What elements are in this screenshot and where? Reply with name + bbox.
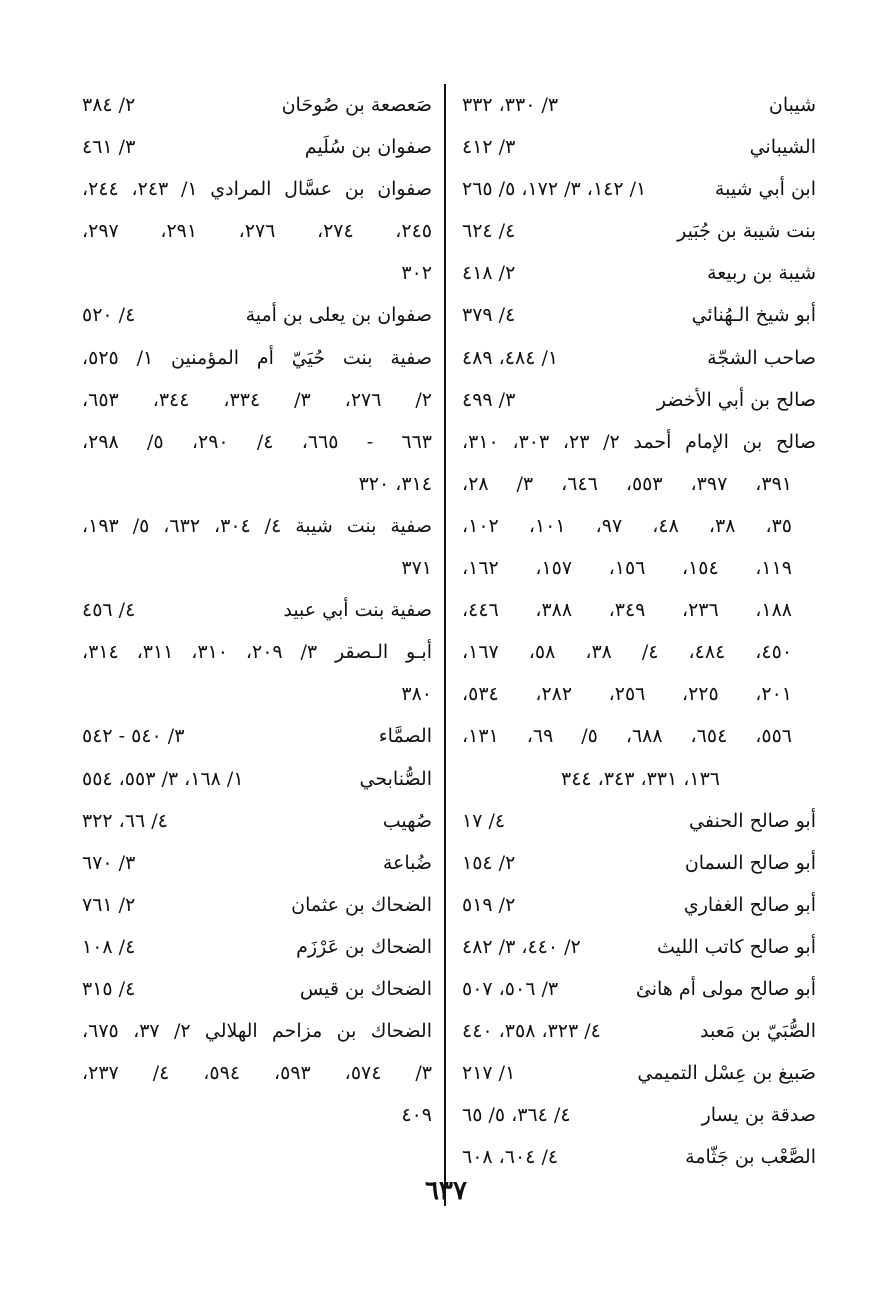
index-entry — [462, 1094, 816, 1136]
entry-name: الشيباني — [749, 136, 816, 159]
index-continuation-line: ٥٥٦، ٦٥٤، ٦٨٨، ٥/ ٦٩، ١٣١، — [462, 725, 793, 748]
entry-references: ٣/ ٤١٢ — [462, 136, 516, 159]
entry-references: ٤/ ٦٢٤ — [462, 220, 516, 243]
entry-name: صَعصعة بن صُوحَان — [281, 94, 432, 116]
entry-references: ٤/ ١٠٨ — [82, 935, 136, 958]
index-continuation-line: ٢٤٥، ٢٧٤، ٢٧٦، ٢٩١، ٢٩٧، — [82, 220, 432, 243]
entry-name: صالح بن أبي الأخضر — [656, 388, 816, 411]
entry-references: ١/ ٢١٧ — [462, 1062, 516, 1085]
index-entry — [462, 294, 816, 336]
index-entry — [462, 1052, 816, 1094]
entry-references: ٤/ ٣٧٩ — [462, 304, 516, 327]
entry-references: ٤/ ٣١٥ — [82, 977, 136, 1000]
index-entry — [82, 800, 432, 842]
index-continuation-line: ١٣٦، ٣٣١، ٣٤٣، ٣٤٤ — [560, 767, 720, 790]
entry-references: ٣/ ٥٠٦، ٥٠٧ — [462, 977, 559, 1000]
entry-name: الصُّنابحي — [359, 767, 432, 790]
entry-name: صفوان بن يعلى بن أمية — [245, 304, 432, 327]
entry-references: ٢/ ٤١٨ — [462, 262, 516, 285]
entry-references: ١/ ١٦٨، ٣/ ٥٥٣، ٥٥٤ — [82, 767, 244, 790]
entry-name: ضُباعة — [382, 851, 432, 874]
index-entry — [82, 294, 432, 336]
index-continuation-line: ٣٥، ٣٨، ٤٨، ٩٧، ١٠١، ١٠٢، — [462, 514, 793, 537]
index-entry — [82, 84, 432, 126]
index-continuation-line: ١٨٨، ٢٣٦، ٣٤٩، ٣٨٨، ٤٤٦، — [462, 599, 793, 622]
entry-references: ٣/ ٣٣٠، ٣٣٢ — [462, 94, 559, 116]
index-continuation-line: ٣٧١ — [401, 557, 432, 580]
entry-references: ٤/ ٣٢٣، ٣٥٨، ٤٤٠ — [462, 1020, 601, 1043]
index-entry — [462, 1010, 816, 1052]
entry-references: ٣/ ٦٧٠ — [82, 851, 136, 874]
index-entry — [462, 1136, 816, 1178]
index-entry — [462, 379, 816, 421]
entry-name: أبو صالح الغفاري — [683, 893, 816, 916]
entry-name: الضحاك بن عَرْزَم — [296, 935, 432, 958]
entry-name: صَبيغ بن عِسْل التميمي — [637, 1062, 816, 1085]
index-entry — [462, 337, 816, 379]
index-continuation-line: ٤٥٠، ٤٨٤، ٤/ ٣٨، ٥٨، ١٦٧، — [462, 641, 793, 664]
index-continuation-line: صالح بن الإمام أحمد ٢/ ٢٣، ٣٠٣، ٣١٠، — [462, 430, 816, 453]
index-continuation-line: صفوان بن عسَّال المرادي ١/ ٢٤٣، ٢٤٤، — [82, 178, 432, 201]
entry-name: الصمَّاء — [378, 725, 432, 748]
index-entry — [82, 715, 432, 757]
entry-references: ٤/ ٤٥٦ — [82, 599, 136, 622]
entry-name: بنت شيبة بن جُبَير — [677, 220, 816, 243]
index-continuation-line: ٢٠١، ٢٢٥، ٢٥٦، ٢٨٢، ٥٣٤، — [462, 683, 793, 706]
entry-references: ٤/ ٦٦، ٣٢٢ — [82, 809, 168, 832]
page-number: ٦٣٧ — [425, 1176, 467, 1206]
entry-references: ٢/ ٧٦١ — [82, 893, 136, 916]
entry-name: أبو شيخ الـهُنائي — [691, 304, 816, 327]
index-continuation-line: ٣٩١، ٣٩٧، ٥٥٣، ٦٤٦، ٣/ ٢٨، — [462, 472, 793, 495]
index-entry — [462, 84, 816, 126]
index-entry — [462, 926, 816, 968]
index-continuation-line: صفية بنت حُيَيّ أم المؤمنين ١/ ٥٢٥، — [82, 346, 432, 369]
entry-references: ٣/ ٤٦١ — [82, 136, 136, 159]
entry-name: الصُّبَيّ بن مَعبد — [700, 1020, 816, 1043]
entry-name: الضحاك بن قيس — [299, 977, 432, 1000]
index-continuation-line: أبـو الـصقر ٣/ ٢٠٩، ٣١٠، ٣١١، ٣١٤، — [82, 641, 432, 664]
entry-name: صفوان بن سُلَيم — [304, 136, 432, 159]
index-continuation-line: ١١٩، ١٥٤، ١٥٦، ١٥٧، ١٦٢، — [462, 557, 793, 580]
entry-name: شيبة بن ربيعة — [707, 262, 816, 285]
index-entry — [462, 800, 816, 842]
index-continuation-line: ٤٠٩ — [401, 1104, 432, 1127]
index-entry — [462, 210, 816, 252]
index-entry — [462, 842, 816, 884]
index-entry — [462, 252, 816, 294]
index-entry — [82, 126, 432, 168]
entry-references: ٤/ ١٧ — [462, 809, 506, 832]
index-entry — [462, 168, 816, 210]
index-entry — [82, 758, 432, 800]
index-entry — [82, 968, 432, 1010]
index-continuation-line: ٣٠٢ — [401, 262, 432, 285]
entry-name: صفية بنت أبي عبيد — [283, 599, 432, 622]
entry-name: أبو صالح كاتب الليث — [656, 935, 816, 958]
index-entry — [462, 884, 816, 926]
entry-name: ابن أبي شيبة — [714, 178, 816, 201]
entry-name: أبو صالح الحنفي — [689, 809, 816, 832]
entry-references: ٢/ ٤٤٠، ٣/ ٤٨٢ — [462, 935, 581, 958]
entry-name: صدقة بن يسار — [701, 1104, 816, 1127]
index-column-left — [82, 84, 432, 1136]
index-entry — [82, 884, 432, 926]
entry-name: الضحاك بن عثمان — [291, 893, 432, 916]
index-entry — [462, 126, 816, 168]
entry-name: صُهيب — [382, 809, 432, 832]
entry-references: ٣/ ٥٤٠ - ٥٤٢ — [82, 725, 185, 748]
entry-name: صاحب الشجّة — [707, 346, 816, 369]
index-continuation-line: الضحاك بن مزاحم الهلالي ٢/ ٣٧، ٦٧٥، — [82, 1020, 432, 1043]
index-continuation-line: ٣١٤، ٣٢٠ — [358, 472, 432, 495]
index-continuation-line: صفية بنت شيبة ٤/ ٣٠٤، ٦٣٢، ٥/ ١٩٣، — [82, 514, 432, 537]
entry-references: ٣/ ٤٩٩ — [462, 388, 516, 411]
index-entry — [82, 926, 432, 968]
entry-references: ٤/ ٣٦٤، ٥/ ٦٥ — [462, 1104, 571, 1127]
entry-references: ٢/ ١٥٤ — [462, 851, 516, 874]
entry-references: ١/ ٤٨٤، ٤٨٩ — [462, 346, 559, 369]
index-continuation-line: ٣/ ٥٧٤، ٥٩٣، ٥٩٤، ٤/ ٢٣٧، — [82, 1062, 432, 1085]
index-entry — [82, 589, 432, 631]
entry-name: شيبان — [768, 94, 816, 116]
column-divider — [444, 84, 446, 1206]
index-continuation-line: ٢/ ٢٧٦، ٣/ ٣٣٤، ٣٤٤، ٦٥٣، — [82, 388, 432, 411]
index-continuation-line: ٣٨٠ — [401, 683, 432, 706]
entry-name: أبو صالح السمان — [684, 851, 816, 874]
entry-references: ٤/ ٦٠٤، ٦٠٨ — [462, 1146, 559, 1169]
index-entry — [82, 842, 432, 884]
entry-references: ٢/ ٣٨٤ — [82, 94, 136, 116]
index-continuation-line: ٦٦٣ - ٦٦٥، ٤/ ٢٩٠، ٥/ ٢٩٨، — [82, 430, 432, 453]
index-entry — [462, 968, 816, 1010]
entry-references: ١/ ١٤٢، ٣/ ١٧٢، ٥/ ٢٦٥ — [462, 178, 647, 201]
index-column-right — [462, 84, 816, 1178]
entry-name: الصَّعْب بن جَثّامة — [685, 1146, 816, 1169]
entry-references: ٤/ ٥٢٠ — [82, 304, 136, 327]
entry-references: ٢/ ٥١٩ — [462, 893, 516, 916]
entry-name: أبو صالح مولى أم هانئ — [635, 977, 816, 1000]
